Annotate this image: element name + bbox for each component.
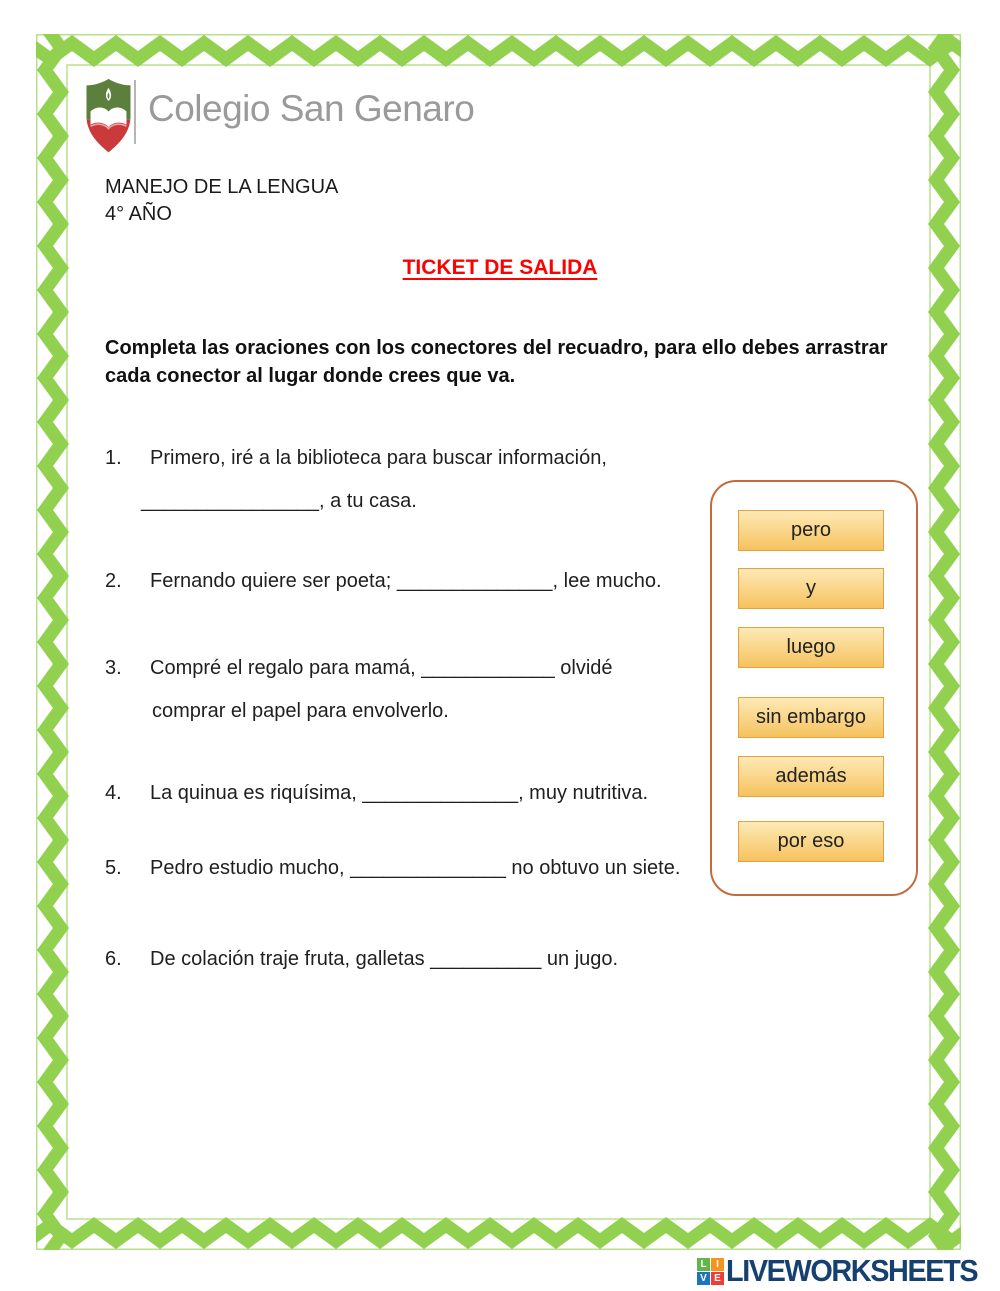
connector-chip-sin-embargo[interactable]: sin embargo <box>738 697 884 738</box>
exercise-4-text: La quinua es riquísima, ______________, muy nutritiva. <box>150 782 649 804</box>
connector-chip-luego[interactable]: luego <box>738 627 884 668</box>
exercise-1-text: Primero, iré a la biblioteca para buscar información, <box>150 447 607 469</box>
page-title: TICKET DE SALIDA <box>402 256 598 279</box>
connector-chip-pero[interactable]: pero <box>738 510 884 551</box>
exercise-6-line-1 <box>105 948 618 971</box>
exercise-6-number: 6. <box>105 948 122 970</box>
logo-square-v: V <box>697 1272 710 1285</box>
logo-square-l: L <box>697 1258 710 1271</box>
exercise-1-line-1 <box>105 447 607 470</box>
connector-chip-y[interactable]: y <box>738 568 884 609</box>
exercise-4-line-1 <box>105 782 648 805</box>
school-shield-logo-icon <box>84 76 133 156</box>
exercise-5-line-1 <box>105 857 680 880</box>
exercise-2-number: 2. <box>105 570 122 592</box>
instructions-text: Completa las oraciones con los conectores del recuadro, para ello debes arrastrar cada conector al lugar donde crees que va. <box>105 337 888 387</box>
exercise-4-number: 4. <box>105 782 122 804</box>
school-name: Colegio San Genaro <box>148 88 475 129</box>
connector-chip-por-eso[interactable]: por eso <box>738 821 884 862</box>
exercise-3-line-1 <box>105 657 613 680</box>
liveworksheets-watermark <box>697 1253 996 1289</box>
logo-square-e: E <box>711 1272 724 1285</box>
connector-chip-ademas[interactable]: además <box>738 756 884 797</box>
exercise-1-number: 1. <box>105 447 122 469</box>
connectors-box <box>710 480 918 896</box>
grade-label: 4° AÑO <box>105 203 172 225</box>
exercise-5-text: Pedro estudio mucho, ______________ no obtuvo un siete. <box>150 857 681 879</box>
exercise-2-line-1 <box>105 570 662 593</box>
exercise-3-number: 3. <box>105 657 122 679</box>
exercise-2-text: Fernando quiere ser poeta; ______________, lee mucho. <box>150 570 662 592</box>
exercise-6-text: De colación traje fruta, galletas __________ un jugo. <box>150 948 619 970</box>
exercise-1-line-2: ________________, a tu casa. <box>141 490 417 512</box>
exercise-3-text: Compré el regalo para mamá, ____________ olvidé <box>150 657 613 679</box>
logo-square-i: I <box>711 1258 724 1271</box>
course-title: MANEJO DE LA LENGUA <box>105 176 339 198</box>
liveworksheets-brand-text: LIVEWORKSHEETS <box>726 1253 978 1288</box>
exercise-3-line-2: comprar el papel para envolverlo. <box>152 700 449 722</box>
logo-divider <box>134 80 136 144</box>
exercise-5-number: 5. <box>105 857 122 879</box>
liveworksheets-logo-icon <box>697 1258 724 1285</box>
